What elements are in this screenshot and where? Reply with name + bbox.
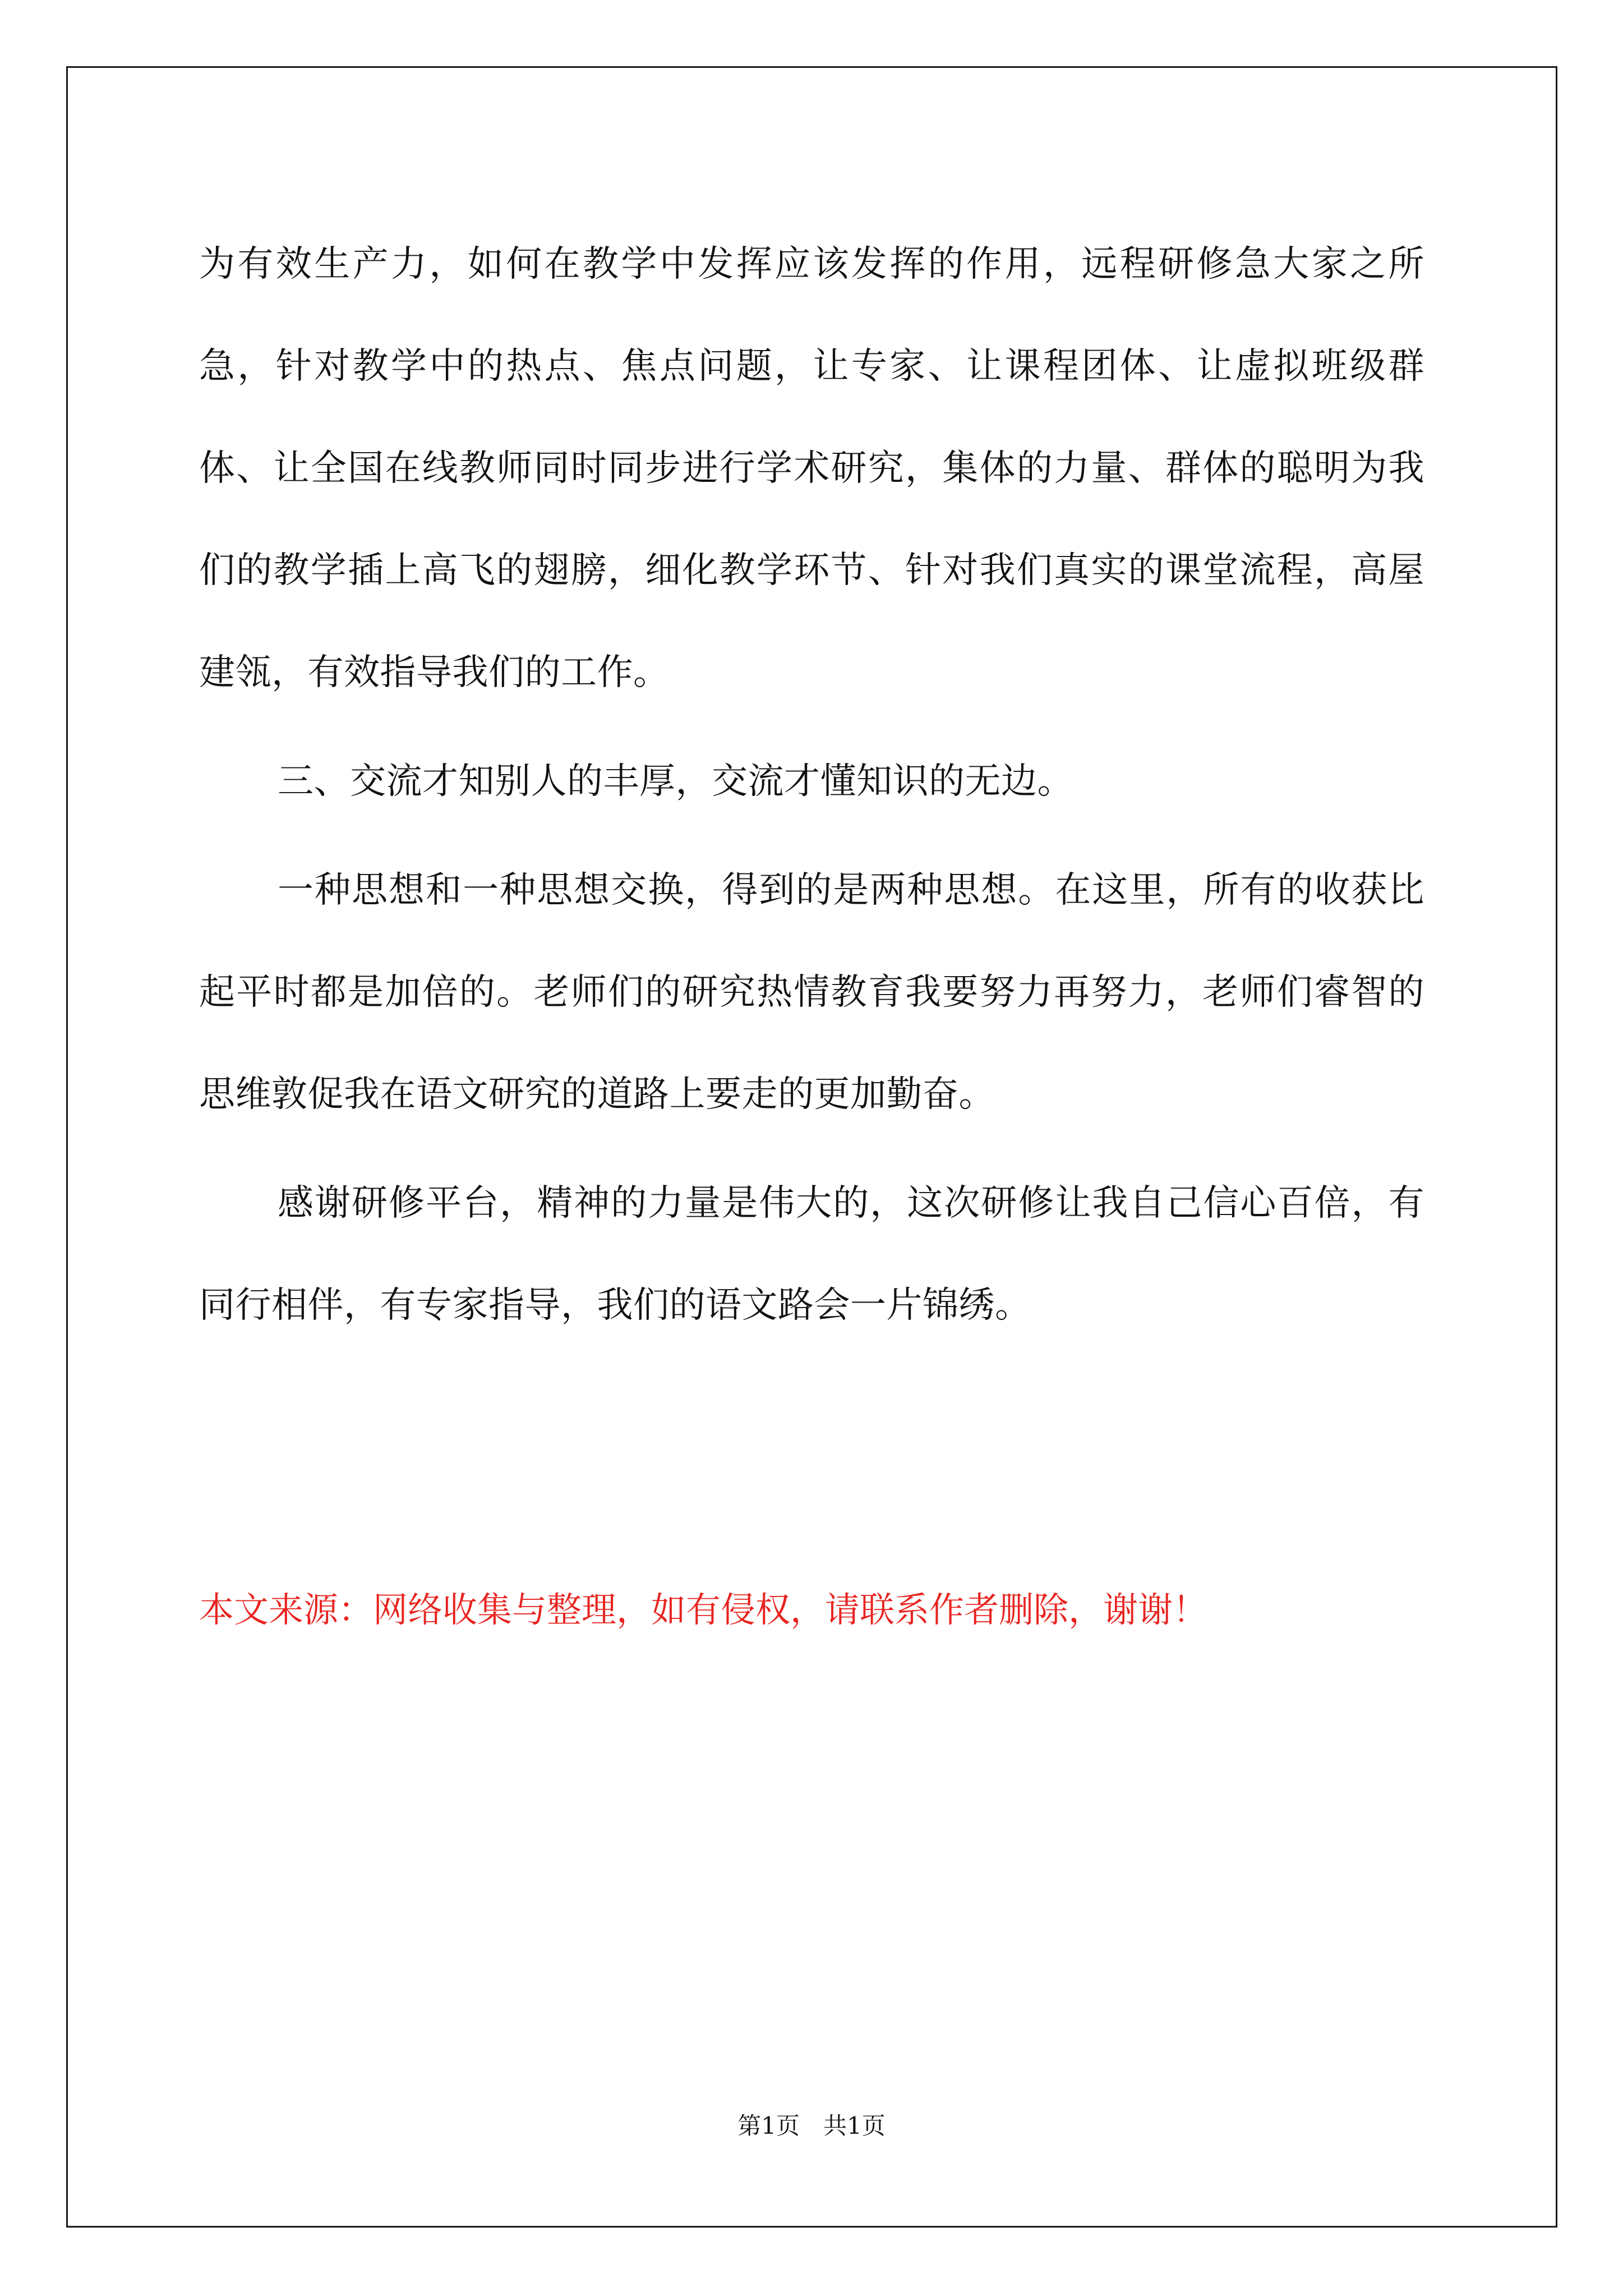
body-paragraph-3: 感谢研修平台，精神的力量是伟大的，这次研修让我自己信心百倍，有同行相伴，有专家指导，我们的语文路会一片锦绣。 <box>199 1182 1424 1326</box>
source-disclaimer: 本文来源：网络收集与整理，如有侵权，请联系作者删除，谢谢！ <box>199 1589 1208 1630</box>
section-heading-3: 三、交流才知别人的丰厚，交流才懂知识的无边。 <box>278 761 1073 802</box>
page-footer <box>0 2109 1623 2143</box>
page-number-total: 共1页 <box>823 2112 886 2139</box>
page-number-current: 第1页 <box>737 2112 800 2139</box>
document-body <box>199 213 1424 1356</box>
body-paragraph-2: 一种思想和一种思想交换，得到的是两种思想。在这里，所有的收获比起平时都是加倍的。老师们的研究热情教育我要努力再努力，老师们睿智的思维敦促我在语文研究的道路上要走的更加勤奋。 <box>199 869 1424 1115</box>
body-paragraph-1: 为有效生产力，如何在教学中发挥应该发挥的作用，远程研修急大家之所急，针对教学中的热点、焦点问题，让专家、让课程团体、让虚拟班级群体、让全国在线教师同时同步进行学术研究，集体的力量、群体的聪明为我们的教学插上高飞的翅膀，细化教学环节、针对我们真实的课堂流程，高屋建瓴，有效指导我们的工作。 <box>199 243 1424 693</box>
